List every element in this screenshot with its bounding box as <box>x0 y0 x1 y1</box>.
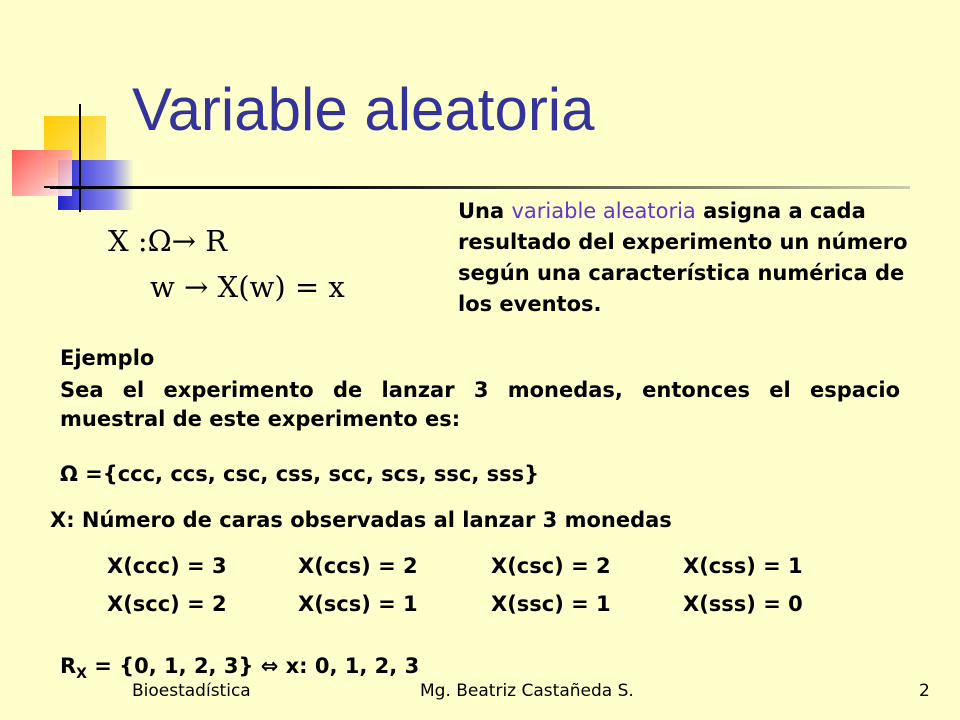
footer-left: Bioestadística <box>132 681 251 701</box>
range-rhs: = {0, 1, 2, 3} ⇔ x: 0, 1, 2, 3 <box>86 654 420 678</box>
variable-definition: X: Número de caras observadas al lanzar 3 monedas <box>50 508 672 532</box>
value-ccs: X(ccs) = 2 <box>298 554 418 578</box>
definition-highlight: variable aleatoria <box>511 199 696 223</box>
red-square <box>12 150 72 196</box>
definition-text <box>458 196 918 320</box>
title-rule <box>50 186 910 189</box>
value-ssc: X(ssc) = 1 <box>491 592 611 616</box>
value-sss: X(sss) = 0 <box>683 592 803 616</box>
range-lhs: R <box>60 654 77 678</box>
logo-decoration <box>0 0 140 215</box>
definition-pre: Una <box>458 199 512 223</box>
value-css: X(css) = 1 <box>683 554 803 578</box>
value-scs: X(scs) = 1 <box>298 592 418 616</box>
example-heading: Ejemplo <box>60 346 155 370</box>
formula-line-2: w → X(w) = x <box>150 270 345 304</box>
range-subscript: X <box>76 666 87 683</box>
definition-post: asigna a cada resultado del experimento un número según una característica numérica de los eventos. <box>458 199 908 316</box>
example-body: Sea el experimento de lanzar 3 monedas, entonces el espacio muestral de este experimento es: <box>60 378 900 431</box>
page-number: 2 <box>919 681 930 701</box>
formula-line-1: X :Ω→ R <box>108 224 228 258</box>
footer-center: Mg. Beatriz Castañeda S. <box>420 681 634 701</box>
range-statement <box>60 654 419 682</box>
sample-space: Ω ={ccc, ccs, csc, css, scc, scs, ssc, sss} <box>60 462 540 486</box>
value-ccc: X(ccc) = 3 <box>107 554 227 578</box>
value-csc: X(csc) = 2 <box>491 554 611 578</box>
value-scc: X(scc) = 2 <box>107 592 227 616</box>
slide-title: Variable aleatoria <box>132 76 595 143</box>
vertical-line <box>79 104 81 212</box>
